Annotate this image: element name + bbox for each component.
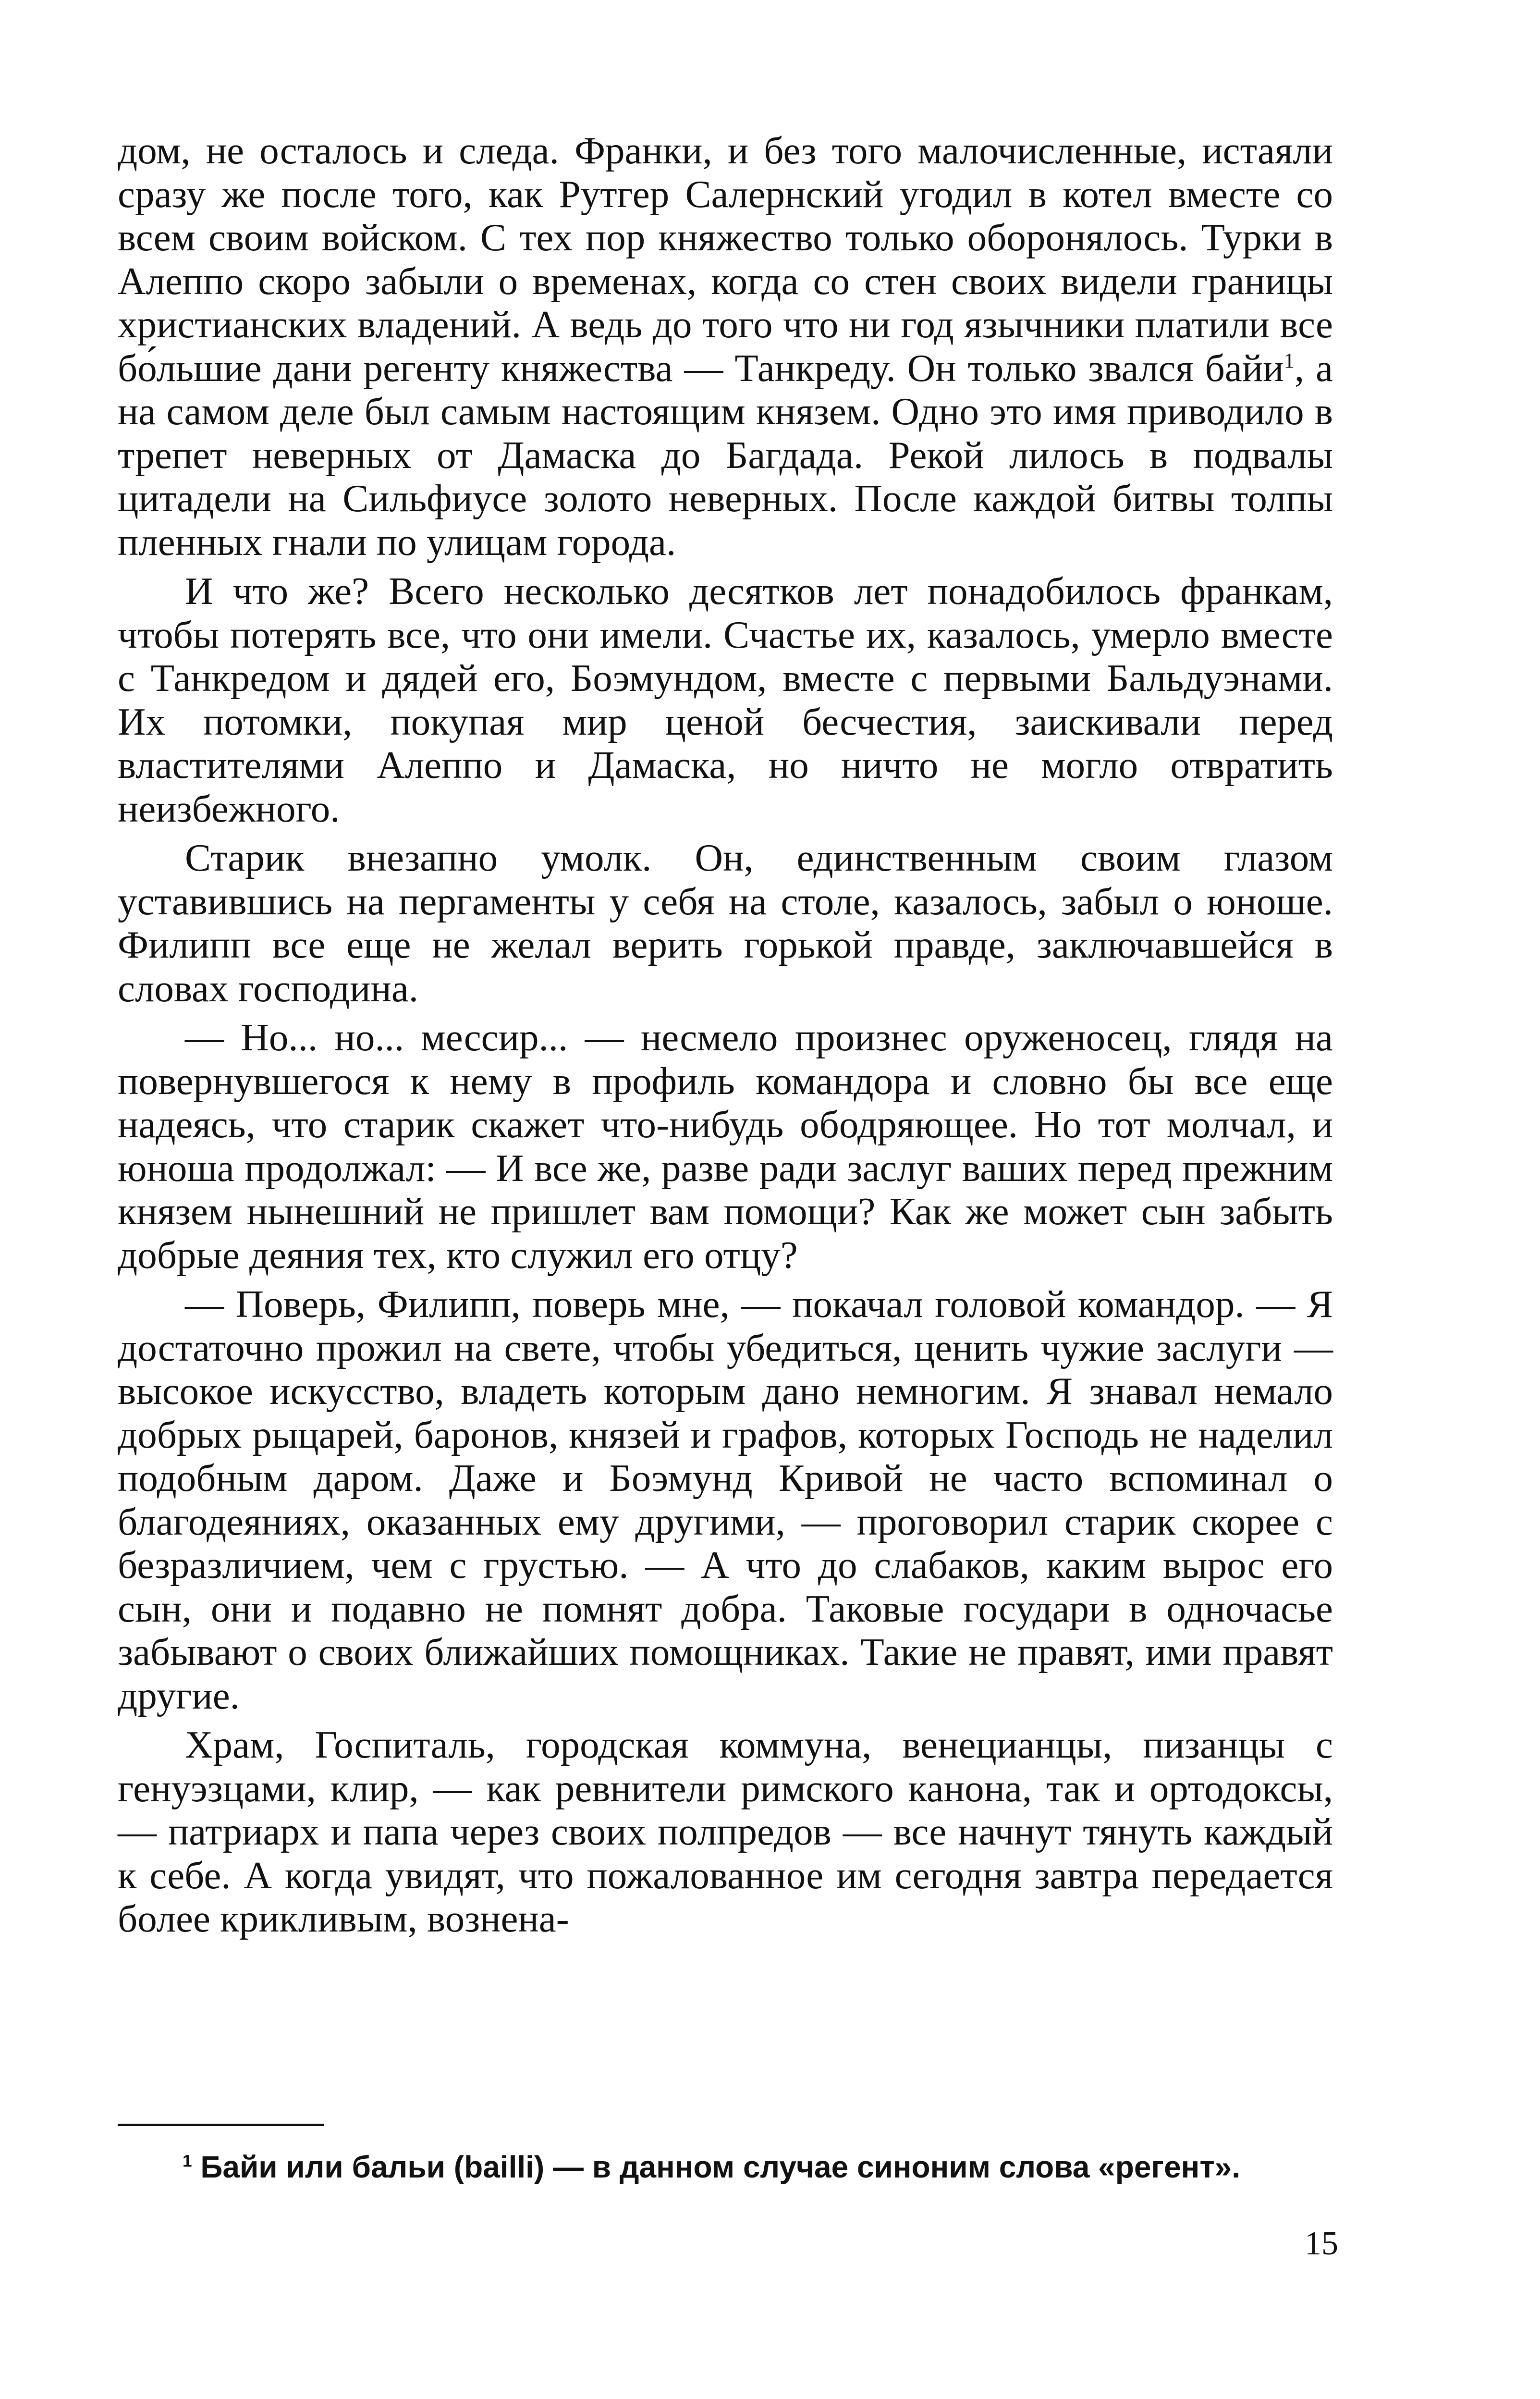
paragraph-3: Старик внезапно умолк. Он, единственным своим глазом уставившись на пергаменты у себя на столе, казалось, забыл о юноше. Филипп все еще не желал верить горькой правде, заключавшейся в словах господина. <box>118 836 1333 1010</box>
paragraph-1 <box>118 129 1333 564</box>
footnote <box>183 2148 1335 2186</box>
main-text <box>118 129 1333 1941</box>
footnote-marker: 1 <box>183 2152 192 2171</box>
paragraph-5: — Поверь, Филипп, поверь мне, — покачал головой командор. — Я достаточно прожил на свете, чтобы убедиться, ценить чужие заслуги — высокое искусство, владеть которым дано немногим. Я знавал немало добрых рыцарей, баронов, князей и графов, которых Господь не наделил подобным даром. Даже и Боэмунд Кривой не часто вспоминал о благодеяниях, оказанных ему другими, — проговорил старик скорее с безразличием, чем с грустью. — А что до слабаков, каким вырос его сын, они и подавно не помнят добра. Таковые государи в одночасье забывают о своих ближайших помощниках. Такие не правят, ими правят другие. <box>118 1282 1333 1717</box>
paragraph-4: — Но... но... мессир... — несмело произнес оруженосец, глядя на повернувшегося к нему в профиль командора и словно бы все еще надеясь, что старик скажет что-нибудь ободряющее. Но тот молчал, и юноша продолжал: — И все же, разве ради заслуг ваших перед прежним князем нынешний не пришлет вам помощи? Как же может сын забыть добрые деяния тех, кто служил его отцу? <box>118 1016 1333 1277</box>
footnote-reference[interactable]: 1 <box>1283 348 1295 372</box>
paragraph-6: Храм, Госпиталь, городская коммуна, венецианцы, пизанцы с генуэзцами, клир, — как ревнители римского канона, так и ортодоксы, — патриарх и папа через своих полпредов — все начнут тянуть каждый к себе. А когда увидят, что пожалованное им сегодня завтра передается более крикливым, вознена- <box>118 1723 1333 1940</box>
page-number: 15 <box>1305 2225 1338 2262</box>
paragraph-1-text-before: дом, не осталось и следа. Франки, и без того малочисленные, истаяли сразу же после того, как Рутгер Салернский угодил в котел вместе со всем своим войском. С тех пор княжество только оборонялось. Турки в Алеппо скоро забыли о временах, когда со стен своих видели границы христианских владений. А ведь до того что ни год язычники платили все бо́льшие дани регенту княжества — Танкреду. Он только звался байи <box>118 129 1333 390</box>
footnote-text: Байи или бальи (bailli) — в данном случае синоним слова «регент». <box>200 2150 1241 2184</box>
paragraph-2: И что же? Всего несколько десятков лет понадобилось франкам, чтобы потерять все, что они имели. Счастье их, казалось, умерло вместе с Танкредом и дядей его, Боэмундом, вместе с первыми Бальдуэнами. Их потомки, покупая мир ценой бесчестия, заискивали перед властителями Алеппо и Дамаска, но ничто не могло отвратить неизбежного. <box>118 569 1333 830</box>
paragraph-1-text-after: , а на самом деле был самым настоящим князем. Одно это имя приводило в трепет неверных от Дамаска до Багдада. Рекой лилось в подвалы цитадели на Сильфиусе золото неверных. После каждой битвы толпы пленных гнали по улицам города. <box>118 346 1333 564</box>
footnote-divider <box>118 2124 324 2126</box>
